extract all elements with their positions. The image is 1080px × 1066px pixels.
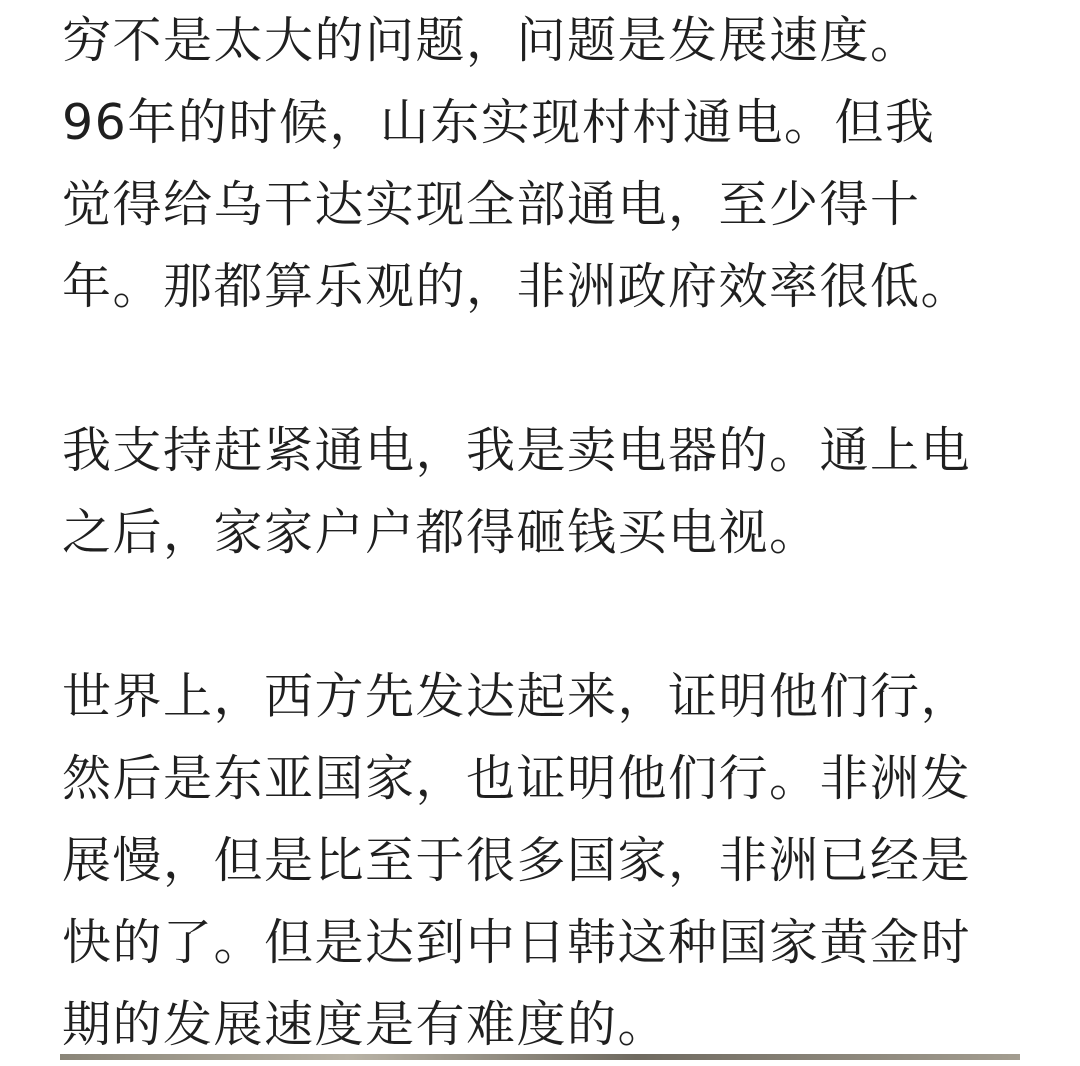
paragraph-line: 我支持赶紧通电，我是卖电器的。通上电: [62, 422, 972, 479]
paragraph-3: [62, 656, 1022, 1066]
paragraph-line: 穷不是太大的问题，问题是发展速度。: [62, 12, 921, 69]
article-body: [62, 0, 1022, 1066]
paragraph-2: [62, 410, 1022, 574]
paragraph-line: 年。那都算乐观的，非洲政府效率很低。: [62, 258, 972, 315]
paragraph-line: 96年的时候，山东实现村村通电。但我: [62, 94, 936, 151]
paragraph-line: 之后，家家户户都得砸钱买电视。: [62, 504, 820, 561]
paragraph-line: 展慢，但是比至于很多国家，非洲已经是: [62, 832, 972, 889]
embedded-image-top-edge[interactable]: [60, 1054, 1020, 1060]
paragraph-line: 快的了。但是达到中日韩这种国家黄金时: [62, 914, 972, 971]
paragraph-line: 然后是东亚国家，也证明他们行。非洲发: [62, 750, 972, 807]
paragraph-line: 期的发展速度是有难度的。: [62, 996, 669, 1053]
paragraph-1: [62, 0, 1022, 328]
paragraph-line: 世界上，西方先发达起来，证明他们行，: [62, 668, 972, 725]
paragraph-line: 觉得给乌干达实现全部通电，至少得十: [62, 176, 921, 233]
